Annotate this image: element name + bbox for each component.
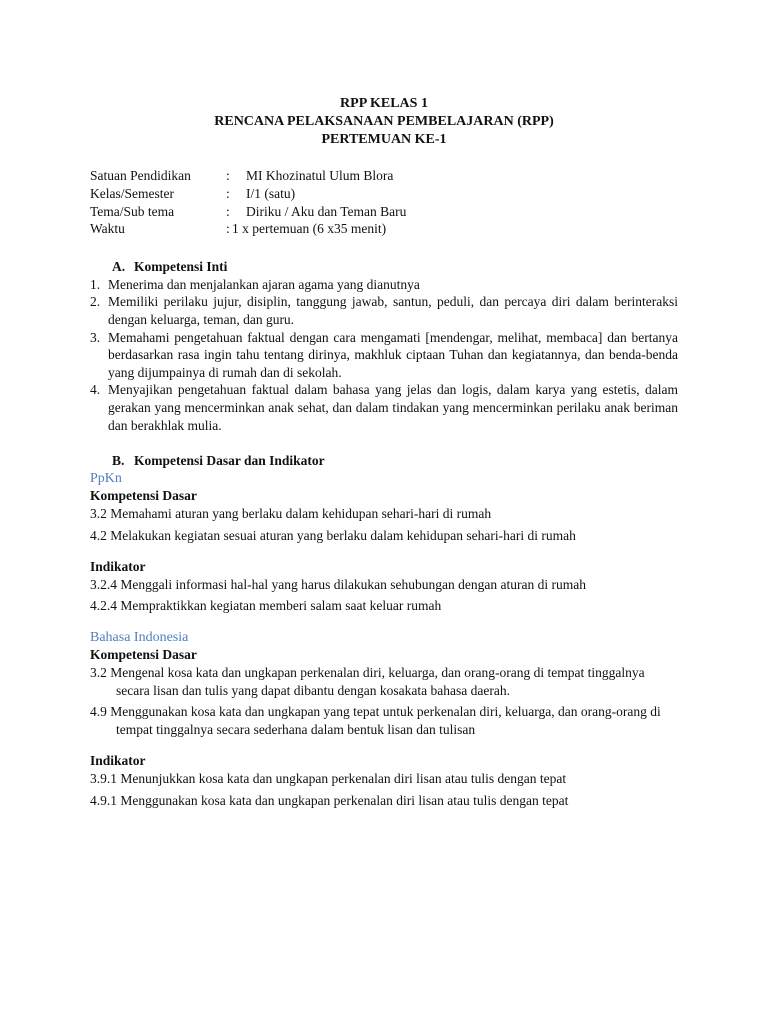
identity-row (90, 203, 768, 221)
kd-heading: Kompetensi Dasar (90, 488, 197, 504)
section-letter: B. (112, 453, 125, 469)
section-kompetensi-dasar (90, 452, 678, 809)
section-heading (90, 452, 678, 470)
list-text: Menyajikan pengetahuan faktual dalam bahasa yang jelas dan logis, dalam karya yang estetis, dalam gerakan yang mencerminkan anak sehat, dan dalam tindakan yang mencerminkan perilaku anak beriman dan berakhlak mulia. (108, 382, 678, 433)
identity-value: MI Khozinatul Ulum Blora (246, 168, 394, 183)
header-line-1: RPP KELAS 1 (340, 96, 428, 111)
identity-row (90, 167, 768, 185)
indikator-heading: Indikator (90, 559, 146, 575)
section-heading (90, 258, 678, 276)
identity-label: Kelas/Semester (90, 185, 174, 201)
section-title: Kompetensi Inti (134, 259, 228, 275)
identity-separator: : (226, 203, 230, 219)
identity-value: I/1 (satu) (246, 185, 296, 201)
list-number: 2. (90, 294, 101, 310)
identity-label: Waktu (90, 221, 125, 237)
list-text: Memahami pengetahuan faktual dengan cara mengamati [mendengar, melihat, membaca] dan bertanya berdasarkan rasa ingin tahu tentang dirinya, makhluk ciptaan Tuhan dan kegiatannya, dan benda-benda yang dijumpainya di rumah dan di sekolah. (108, 329, 678, 380)
list-text: Memiliki perilaku jujur, disiplin, tanggung jawab, santun, peduli, dan percaya diri dalam berinteraksi dengan keluarga, teman, dan guru. (108, 294, 678, 327)
subject-bahasa-indonesia (90, 629, 678, 809)
kompetensi-inti-list (90, 276, 678, 434)
identity-separator: : (226, 168, 230, 183)
header-line-2: RENCANA PELAKSANAAN PEMBELAJARAN (RPP) (214, 114, 554, 129)
kd-item: 3.2 Memahami aturan yang berlaku dalam kehidupan sehari-hari di rumah (90, 505, 492, 521)
kd-item: 4.2 Melakukan kegiatan sesuai aturan yang berlaku dalam kehidupan sehari-hari di rumah (90, 527, 576, 543)
list-text: Menerima dan menjalankan ajaran agama yang dianutnya (108, 276, 420, 292)
indikator-item: 4.9.1 Menggunakan kosa kata dan ungkapan perkenalan diri lisan atau tulis dengan tepat (90, 792, 569, 808)
document-header (0, 0, 768, 149)
section-kompetensi-inti (90, 258, 678, 434)
section-letter: A. (112, 259, 126, 275)
subject-title: PpKn (90, 470, 122, 486)
identity-row (90, 220, 768, 238)
list-number: 3. (90, 329, 101, 345)
identity-value: Diriku / Aku dan Teman Baru (246, 203, 407, 219)
identity-row (90, 185, 768, 203)
header-line-3: PERTEMUAN KE-1 (321, 132, 447, 147)
section-title: Kompetensi Dasar dan Indikator (134, 453, 325, 469)
kd-heading: Kompetensi Dasar (90, 647, 197, 663)
identity-table (90, 167, 768, 238)
indikator-item: 3.9.1 Menunjukkan kosa kata dan ungkapan perkenalan diri lisan atau tulis dengan tepat (90, 771, 567, 787)
subject-ppkn (90, 470, 678, 615)
indikator-item: 3.2.4 Menggali informasi hal-hal yang harus dilakukan sehubungan dengan aturan di rumah (90, 576, 586, 592)
identity-separator: : (226, 221, 230, 237)
identity-separator: : (226, 185, 230, 201)
kd-item: 4.9 Menggunakan kosa kata dan ungkapan yang tepat untuk perkenalan diri, keluarga, dan orang-orang di tempat tinggalnya secara sederhana dalam bentuk lisan dan tulisan (90, 704, 661, 737)
list-item (90, 276, 678, 294)
identity-value: 1 x pertemuan (6 x35 menit) (232, 221, 387, 237)
list-item (90, 293, 678, 328)
kd-item: 3.2 Mengenal kosa kata dan ungkapan perkenalan diri, keluarga, dan orang-orang di tempat tinggalnya secara lisan dan tulis yang dapat dibantu dengan kosakata bahasa daerah. (90, 665, 645, 698)
indikator-item: 4.2.4 Mempraktikkan kegiatan memberi salam saat keluar rumah (90, 598, 442, 614)
identity-label: Satuan Pendidikan (90, 168, 191, 183)
list-number: 4. (90, 382, 101, 398)
list-item (90, 329, 678, 382)
list-number: 1. (90, 276, 101, 292)
identity-label: Tema/Sub tema (90, 203, 175, 219)
list-item (90, 381, 678, 434)
indikator-heading: Indikator (90, 753, 146, 769)
subject-title: Bahasa Indonesia (90, 629, 189, 645)
